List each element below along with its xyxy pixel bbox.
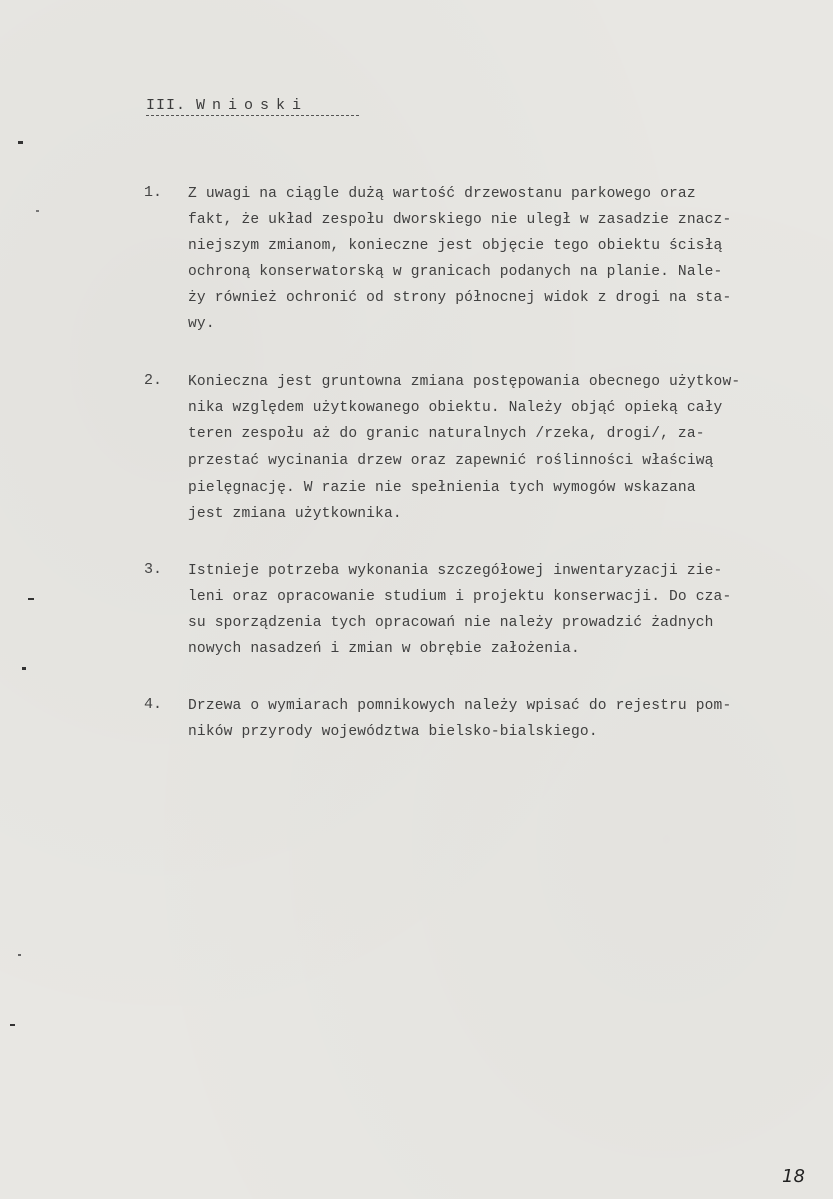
- text-line: wy.: [188, 316, 215, 332]
- margin-mark: [28, 598, 34, 600]
- margin-mark: [36, 210, 39, 212]
- heading-underline: [146, 115, 359, 116]
- text-line: Istnieje potrzeba wykonania szczegółowej inwentaryzacji zie-: [188, 563, 723, 579]
- item-number: 2.: [144, 372, 163, 389]
- text-line: pielęgnację. W razie nie spełnienia tych wymogów wskazana: [188, 480, 696, 496]
- item-number: 1.: [144, 184, 163, 201]
- margin-mark: [22, 667, 26, 670]
- page-number: 18: [782, 1166, 805, 1187]
- item-number: 3.: [144, 561, 163, 578]
- margin-mark: [18, 141, 23, 144]
- section-title: Wnioski: [196, 97, 309, 114]
- text-line: jest zmiana użytkownika.: [188, 506, 402, 522]
- margin-mark: [10, 1024, 15, 1026]
- text-line: Z uwagi na ciągle dużą wartość drzewostanu parkowego oraz: [188, 186, 696, 202]
- text-line: ży również ochronić od strony północnej widok z drogi na sta-: [188, 290, 732, 306]
- text-line: Drzewa o wymiarach pomnikowych należy wpisać do rejestru pom-: [188, 698, 732, 714]
- text-line: ochroną konserwatorską w granicach podanych na planie. Nale-: [188, 264, 723, 280]
- item-number: 4.: [144, 696, 163, 713]
- text-line: ników przyrody województwa bielsko-bialskiego.: [188, 724, 598, 740]
- text-line: Konieczna jest gruntowna zmiana postępowania obecnego użytkow-: [188, 374, 741, 390]
- section-heading: [146, 97, 308, 114]
- text-line: niejszym zmianom, konieczne jest objęcie tego obiektu ścisłą: [188, 238, 723, 254]
- margin-mark: [18, 954, 21, 956]
- text-line: teren zespołu aż do granic naturalnych /rzeka, drogi/, za-: [188, 426, 705, 442]
- text-line: przestać wycinania drzew oraz zapewnić roślinności właściwą: [188, 453, 714, 469]
- text-line: su sporządzenia tych opracowań nie należy prowadzić żadnych: [188, 615, 714, 631]
- section-numeral: III.: [146, 97, 187, 114]
- text-line: leni oraz opracowanie studium i projektu konserwacji. Do cza-: [188, 589, 732, 605]
- text-line: nowych nasadzeń i zmian w obrębie założenia.: [188, 641, 580, 657]
- text-line: fakt, że układ zespołu dworskiego nie uległ w zasadzie znacz-: [188, 212, 732, 228]
- text-line: nika względem użytkowanego obiektu. Należy objąć opieką cały: [188, 400, 723, 416]
